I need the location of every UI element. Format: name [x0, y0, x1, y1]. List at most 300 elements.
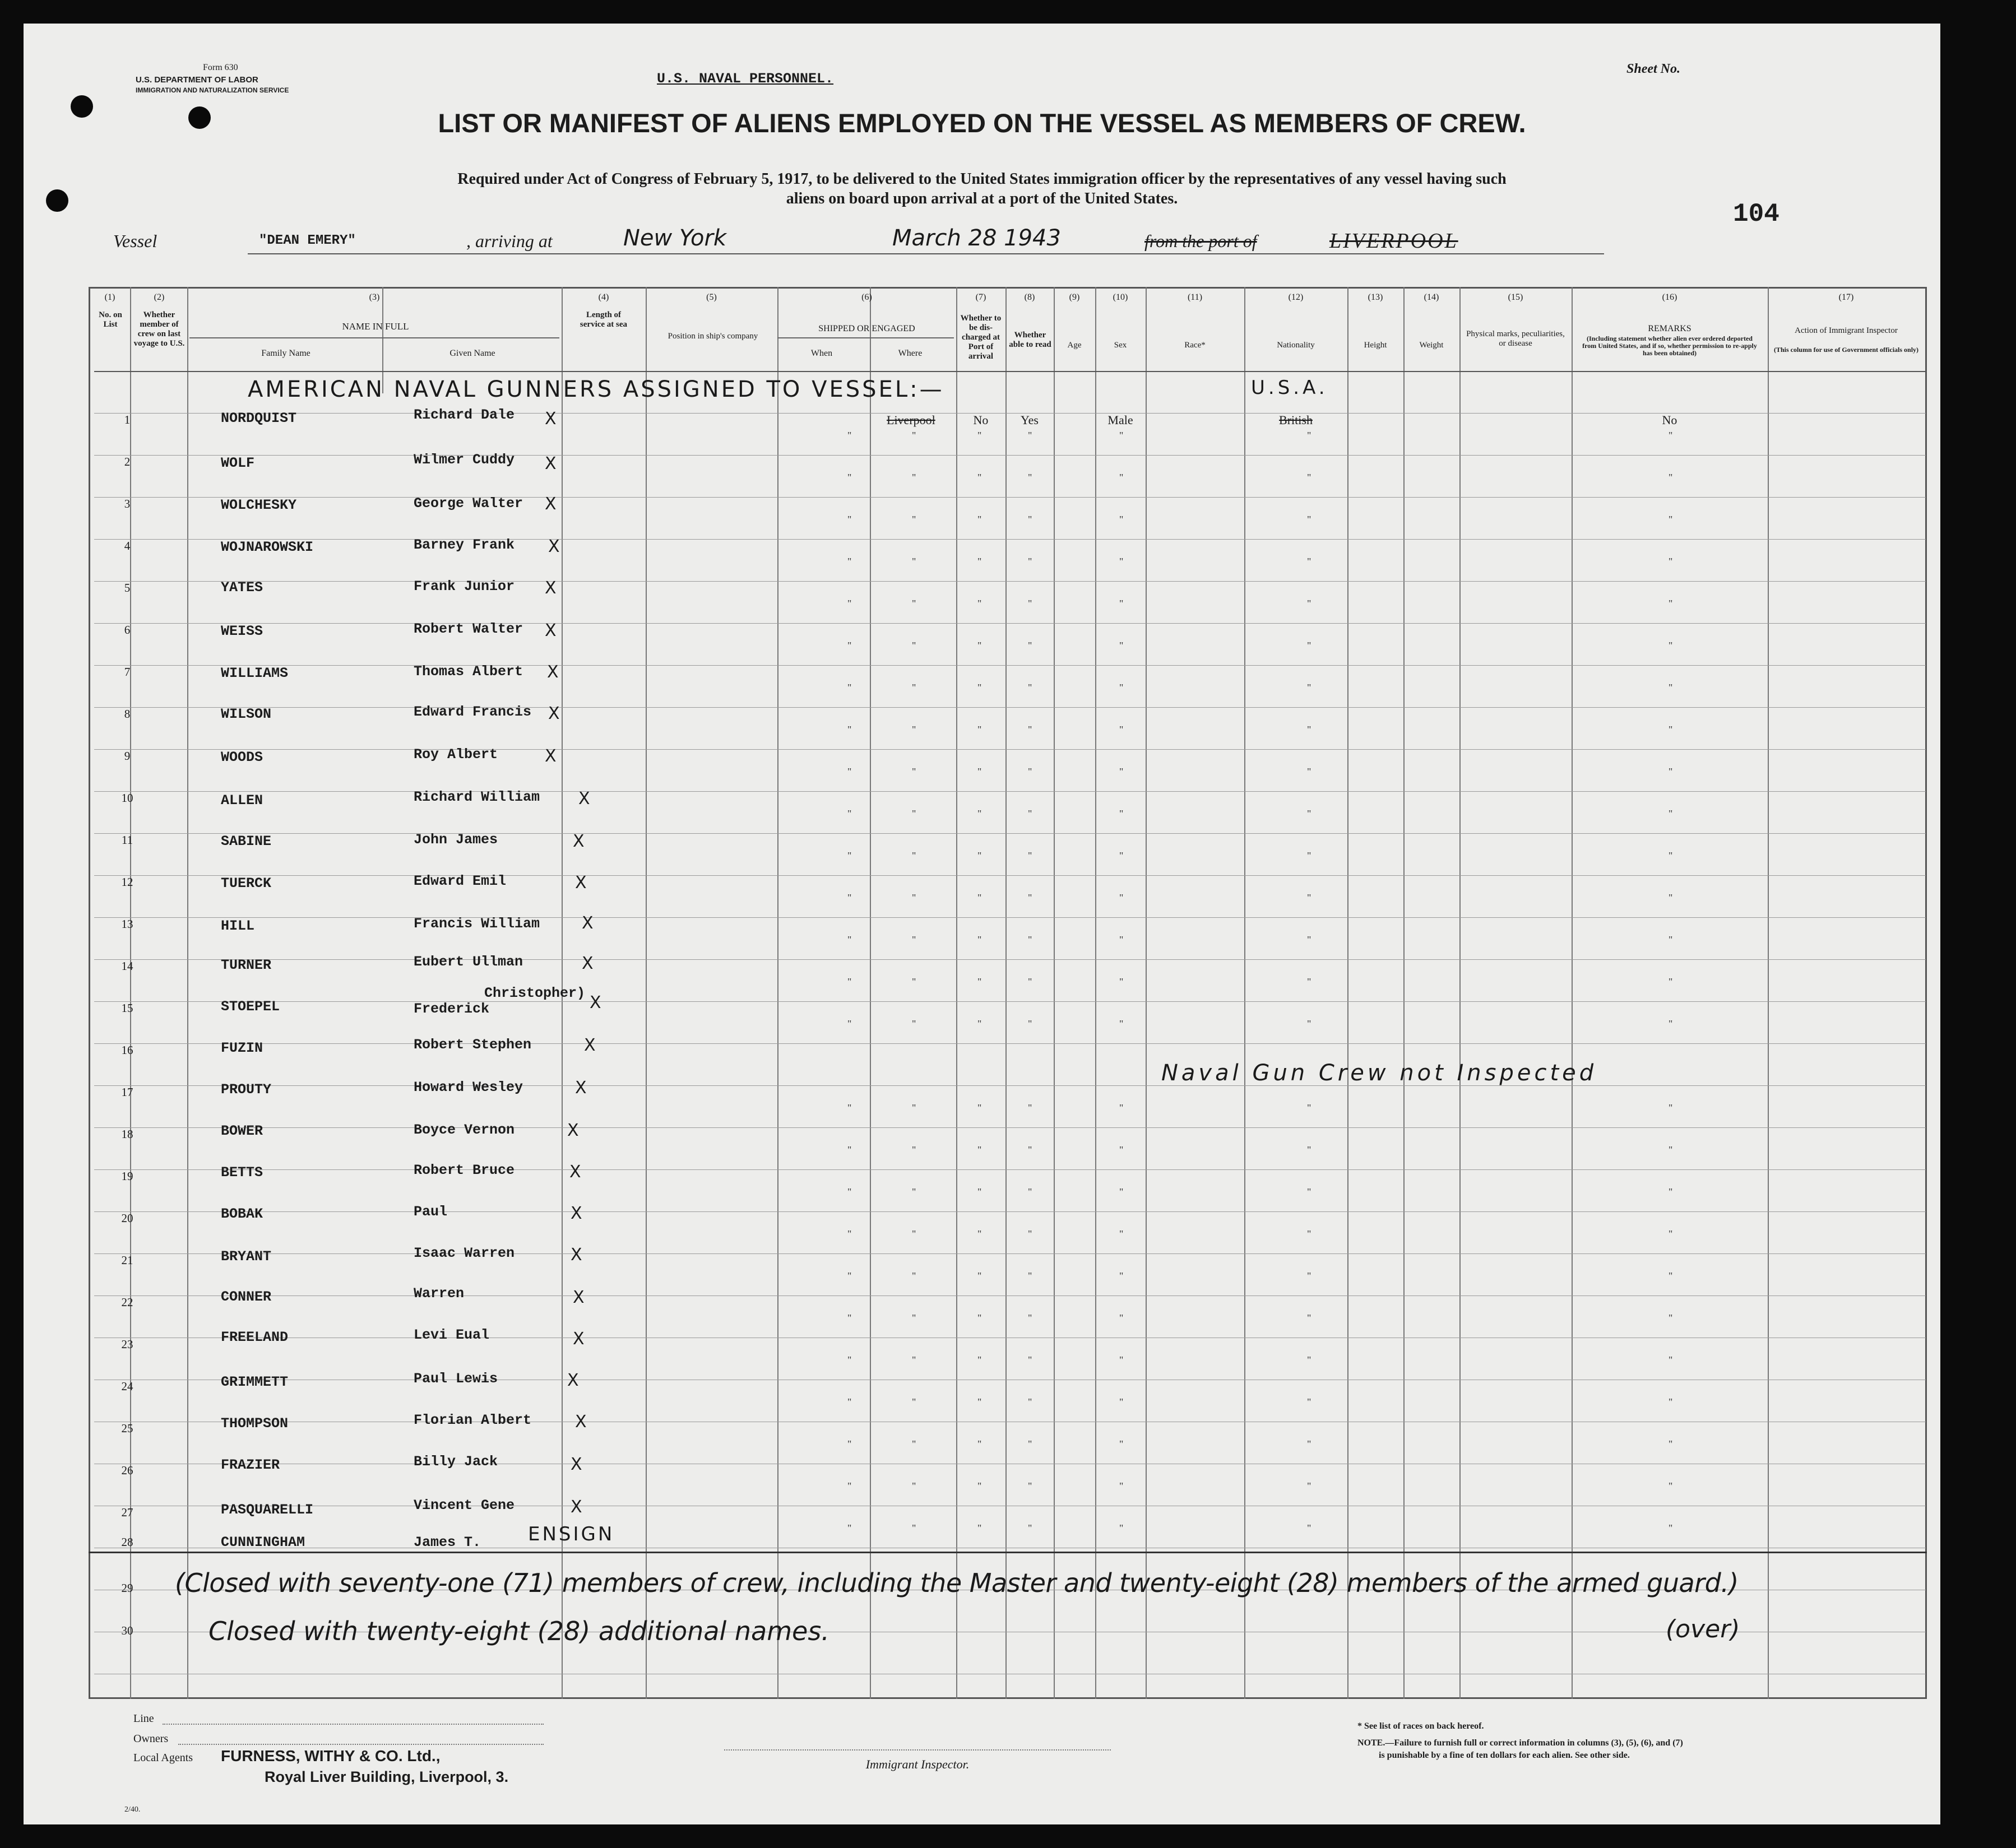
col-num-1: (1): [104, 292, 115, 302]
family-name: THOMPSON: [221, 1415, 289, 1432]
check-mark: X: [567, 1121, 579, 1140]
ditto-mark: ": [1119, 766, 1124, 777]
col-label-when: When: [810, 349, 833, 358]
service-line: IMMIGRATION AND NATURALIZATION SERVICE: [136, 86, 289, 94]
ditto-mark: ": [912, 556, 916, 567]
family-name: FREELAND: [221, 1329, 289, 1345]
footer-form-code: 2/40.: [124, 1805, 141, 1814]
col-num-16: (16): [1662, 292, 1677, 302]
ditto-mark: ": [977, 724, 982, 735]
manifest-table-frame: [89, 287, 1927, 1699]
ditto-mark: ": [1307, 1396, 1311, 1408]
ditto-mark: ": [1307, 556, 1311, 567]
check-mark: X: [547, 662, 559, 682]
ditto-mark: ": [1119, 934, 1124, 945]
row-rule: [94, 1043, 1926, 1044]
ditto-mark: ": [847, 1522, 852, 1534]
row-number: 21: [121, 1253, 133, 1267]
ditto-mark: ": [912, 1144, 916, 1155]
column-divider: [1095, 287, 1096, 1699]
ditto-mark: ": [847, 892, 852, 903]
ditto-mark: ": [1119, 1144, 1124, 1155]
column-divider: [187, 287, 188, 1699]
footer-owners-label: Owners: [133, 1733, 169, 1745]
ditto-mark: ": [977, 1186, 982, 1197]
check-mark: X: [569, 1162, 581, 1182]
ditto-mark: ": [912, 682, 916, 693]
given-name: Eubert Ullman: [414, 954, 523, 970]
ditto-mark: ": [977, 934, 982, 945]
name-subheader-rule: [189, 337, 559, 338]
ditto-mark: ": [847, 1312, 852, 1324]
ditto-mark: ": [1307, 514, 1311, 525]
col-note-inspector-action: (This column for use of Government officials only): [1773, 346, 1919, 354]
ditto-mark: ": [1119, 1102, 1124, 1113]
ditto-mark: ": [1669, 976, 1673, 987]
col-label-name-in-full: NAME IN FULL: [342, 321, 409, 332]
col-label-physical-marks: Physical marks, peculiarities, or disease: [1466, 329, 1565, 348]
row-rule: [94, 707, 1926, 708]
ditto-mark: ": [1119, 1480, 1124, 1492]
ditto-mark: ": [1669, 1102, 1673, 1113]
ditto-mark: ": [1028, 1102, 1032, 1113]
col-label-family-name: Family Name: [261, 349, 310, 358]
vessel-line: [113, 225, 1907, 259]
ditto-mark: ": [847, 1018, 852, 1029]
ditto-mark: ": [1669, 934, 1673, 945]
ditto-mark: ": [977, 514, 982, 525]
ditto-mark: ": [977, 766, 982, 777]
ditto-mark: ": [1307, 1354, 1311, 1366]
check-mark: X: [584, 1036, 596, 1055]
column-divider: [870, 287, 871, 1699]
ditto-mark: ": [1307, 934, 1311, 945]
vessel-underline: [248, 253, 1604, 254]
row-number: 7: [124, 665, 131, 679]
given-name: George Walter: [414, 495, 523, 512]
col-label-remarks: REMARKS: [1648, 324, 1691, 333]
ditto-mark: ": [1028, 850, 1032, 861]
row-number: 30: [121, 1624, 133, 1637]
ditto-mark: ": [1119, 682, 1124, 693]
check-mark: X: [573, 1329, 585, 1349]
ditto-mark: ": [1307, 682, 1311, 693]
ditto-mark: ": [912, 1354, 916, 1366]
ditto-mark: ": [1307, 430, 1311, 441]
check-mark: X: [545, 454, 557, 473]
ditto-mark: ": [1669, 1228, 1673, 1239]
row-rule: [94, 959, 1926, 960]
given-name-continued: Christopher): [484, 985, 586, 1001]
col-label-weight: Weight: [1419, 341, 1444, 350]
penalty-note-line1: NOTE.—Failure to furnish full or correct information in columns (3), (5), (6), and (7): [1357, 1738, 1683, 1748]
ditto-mark: ": [1307, 1312, 1311, 1324]
act-of-congress-line2: aliens on board upon arrival at a port of the United States.: [786, 190, 1178, 207]
ditto-mark: ": [912, 1186, 916, 1197]
ditto-mark: ": [847, 472, 852, 483]
ditto-mark: ": [1307, 1270, 1311, 1281]
given-name: Florian Albert: [414, 1412, 532, 1428]
check-mark: X: [582, 954, 594, 973]
ditto-mark: ": [1119, 1354, 1124, 1366]
ditto-mark: ": [1028, 808, 1032, 819]
ditto-mark: ": [1669, 766, 1673, 777]
ditto-mark: ": [847, 808, 852, 819]
naval-personnel-title: U.S. NAVAL PERSONNEL.: [657, 71, 834, 87]
closing-note-line2: Closed with twenty-eight (28) additional names.: [208, 1616, 829, 1646]
ditto-mark: ": [1119, 808, 1124, 819]
races-note: * See list of races on back hereof.: [1357, 1721, 1484, 1731]
ditto-mark: ": [1669, 1396, 1673, 1408]
row-rule: [94, 623, 1926, 624]
footer-line-label: Line: [133, 1712, 154, 1725]
family-name: WOJNAROWSKI: [221, 539, 314, 555]
given-name: Vincent Gene: [414, 1497, 515, 1513]
col-label-shipped-engaged: SHIPPED OR ENGAGED: [818, 324, 915, 333]
col-note-remarks: (Including statement whether alien ever ordered deported from United States, and if so, whether permission to re-apply has been obtained): [1582, 335, 1757, 357]
row-number: 26: [121, 1464, 133, 1477]
ditto-mark: ": [1307, 1522, 1311, 1534]
ditto-mark: ": [1028, 1396, 1032, 1408]
department-line: U.S. DEPARTMENT OF LABOR: [136, 75, 258, 85]
col-label-where: Where: [898, 349, 923, 358]
ditto-mark: ": [1307, 724, 1311, 735]
ditto-mark: ": [1119, 1522, 1124, 1534]
shipped-subheader-rule: [777, 337, 954, 338]
ditto-mark: ": [1028, 1228, 1032, 1239]
family-name: WOLF: [221, 455, 255, 471]
ditto-mark: ": [1119, 850, 1124, 861]
arrival-port: New York: [623, 225, 727, 251]
row-rule: [94, 791, 1926, 792]
ditto-mark: ": [977, 808, 982, 819]
ditto-mark: ": [1669, 430, 1673, 441]
column-divider: [1459, 287, 1461, 1699]
family-name: FUZIN: [221, 1040, 263, 1056]
row-number: 12: [121, 875, 133, 889]
ditto-mark: ": [1028, 514, 1032, 525]
ditto-mark: ": [1028, 1144, 1032, 1155]
ditto-mark: ": [1119, 976, 1124, 987]
family-name: GRIMMETT: [221, 1374, 289, 1390]
ditto-mark: ": [912, 1018, 916, 1029]
col-label-inspector-action: Action of Immigrant Inspector: [1795, 326, 1898, 335]
ditto-mark: ": [847, 598, 852, 609]
ditto-mark: ": [1028, 934, 1032, 945]
footer-agents-label: Local Agents: [133, 1752, 193, 1764]
sheet-number-label: Sheet No.: [1626, 62, 1680, 76]
ditto-mark: ": [1119, 598, 1124, 609]
row-rule: [94, 455, 1926, 456]
ditto-mark: ": [1028, 1354, 1032, 1366]
row-number: 13: [121, 917, 133, 931]
ditto-mark: ": [912, 1312, 916, 1324]
given-name: Richard William: [414, 789, 540, 805]
ditto-mark: ": [1307, 1480, 1311, 1492]
ditto-mark: ": [1669, 472, 1673, 483]
ditto-mark: ": [912, 472, 916, 483]
nationality-usa-note: U.S.A.: [1251, 377, 1328, 399]
ditto-mark: ": [977, 1354, 982, 1366]
ditto-mark: ": [977, 892, 982, 903]
ditto-mark: ": [1028, 1522, 1032, 1534]
given-name: James T.: [414, 1534, 481, 1550]
family-name: PROUTY: [221, 1081, 272, 1098]
check-mark: X: [545, 494, 557, 514]
ditto-mark: ": [847, 724, 852, 735]
ditto-mark: ": [912, 1396, 916, 1408]
row-number: 2: [124, 455, 131, 468]
ditto-mark: ": [1669, 1018, 1673, 1029]
ditto-mark: ": [977, 1312, 982, 1324]
row-number: 6: [124, 623, 131, 637]
check-mark: X: [548, 537, 560, 556]
row-number: 24: [121, 1380, 133, 1393]
given-name: Billy Jack: [414, 1454, 498, 1470]
column-divider: [646, 287, 647, 1699]
col-label-nationality: Nationality: [1277, 341, 1315, 350]
row-rule: [94, 1085, 1926, 1086]
row-number: 1: [124, 413, 131, 426]
column-divider: [777, 287, 778, 1699]
ditto-mark: ": [1307, 1018, 1311, 1029]
ditto-mark: ": [1307, 640, 1311, 651]
rank-note: ENSIGN: [528, 1523, 615, 1545]
ditto-mark: ": [1119, 724, 1124, 735]
ditto-mark: ": [1669, 514, 1673, 525]
check-mark: X: [545, 746, 557, 766]
row-rule: [94, 749, 1926, 750]
departure-port: LIVERPOOL: [1329, 229, 1458, 253]
ditto-mark: ": [1669, 1522, 1673, 1534]
col-num-9: (9): [1069, 292, 1080, 302]
col-num-3: (3): [369, 292, 380, 302]
vessel-name: "DEAN EMERY": [259, 233, 356, 248]
given-name: Warren: [414, 1285, 465, 1302]
ditto-mark: ": [847, 430, 852, 441]
col-num-7: (7): [975, 292, 986, 302]
col-num-12: (12): [1288, 292, 1304, 302]
family-name: WOLCHESKY: [221, 497, 297, 513]
column-divider: [1768, 287, 1769, 1699]
family-name: BOWER: [221, 1123, 263, 1139]
col-label-height: Height: [1364, 341, 1387, 350]
ditto-mark: ": [977, 640, 982, 651]
row-rule: [94, 917, 1926, 918]
family-name: ALLEN: [221, 792, 263, 809]
ditto-mark: ": [847, 514, 852, 525]
ditto-mark: ": [1307, 976, 1311, 987]
row-number: 14: [121, 959, 133, 973]
given-name: Robert Walter: [414, 621, 523, 637]
row1-remarks: No: [1662, 413, 1677, 427]
family-name: WEISS: [221, 623, 263, 639]
family-name: PASQUARELLI: [221, 1502, 314, 1518]
vessel-label: Vessel: [113, 231, 157, 251]
ditto-mark: ": [977, 556, 982, 567]
col-num-6: (6): [861, 292, 872, 302]
row1-discharged: No: [973, 413, 989, 427]
ditto-mark: ": [1028, 1480, 1032, 1492]
ditto-mark: ": [1307, 598, 1311, 609]
family-name: SABINE: [221, 833, 272, 849]
family-name: BETTS: [221, 1164, 263, 1181]
col-num-10: (10): [1113, 292, 1128, 302]
ditto-mark: ": [1669, 1186, 1673, 1197]
footer-agents-name: FURNESS, WITHY & CO. Ltd.,: [221, 1747, 441, 1765]
given-name: Frederick: [414, 1001, 490, 1017]
row-rule: [94, 1211, 1926, 1212]
col-label-discharged: Whether to be dis-charged at Port of arrival: [960, 314, 1002, 361]
ditto-mark: ": [847, 1186, 852, 1197]
ditto-mark: ": [847, 1144, 852, 1155]
ditto-mark: ": [1669, 1144, 1673, 1155]
col-num-13: (13): [1368, 292, 1383, 302]
column-divider: [1146, 287, 1147, 1699]
ditto-mark: ": [1669, 1480, 1673, 1492]
ditto-mark: ": [1028, 682, 1032, 693]
ditto-mark: ": [1669, 1438, 1673, 1450]
ditto-mark: ": [1119, 472, 1124, 483]
check-mark: X: [545, 409, 557, 429]
check-mark: X: [578, 789, 590, 809]
given-name: Edward Francis: [414, 704, 532, 720]
ditto-mark: ": [1669, 640, 1673, 651]
col-label-age: Age: [1067, 341, 1082, 350]
ditto-mark: ": [1119, 640, 1124, 651]
ditto-mark: ": [1669, 556, 1673, 567]
family-name: CUNNINGHAM: [221, 1534, 305, 1550]
col-label-race: Race*: [1184, 341, 1206, 350]
ditto-mark: ": [1669, 682, 1673, 693]
check-mark: X: [571, 1204, 582, 1223]
ditto-mark: ": [1307, 1228, 1311, 1239]
ditto-mark: ": [1669, 808, 1673, 819]
family-name: STOEPEL: [221, 999, 280, 1015]
ditto-mark: ": [847, 1480, 852, 1492]
ditto-mark: ": [1669, 1270, 1673, 1281]
ditto-mark: ": [847, 1354, 852, 1366]
row-number: 15: [121, 1001, 133, 1015]
col-label-given-name: Given Name: [449, 349, 495, 358]
row-rule: [94, 665, 1926, 666]
row-number: 25: [121, 1422, 133, 1435]
ditto-mark: ": [1119, 1438, 1124, 1450]
given-name: Richard Dale: [414, 407, 515, 423]
row-rule: [94, 497, 1926, 498]
row-number: 5: [124, 581, 131, 595]
manifest-title: LIST OR MANIFEST OF ALIENS EMPLOYED ON THE VESSEL AS MEMBERS OF CREW.: [438, 108, 1526, 138]
row-number: 23: [121, 1338, 133, 1351]
column-divider: [1347, 287, 1348, 1699]
ditto-mark: ": [977, 1102, 982, 1113]
family-name: BOBAK: [221, 1206, 263, 1222]
ditto-mark: ": [912, 892, 916, 903]
ditto-mark: ": [977, 850, 982, 861]
ditto-mark: ": [912, 934, 916, 945]
col-label-last-voyage: Whether member of crew on last voyage to U.S.: [133, 310, 185, 348]
ditto-mark: ": [1307, 892, 1311, 903]
column-divider: [1572, 287, 1573, 1699]
check-mark: X: [575, 1412, 587, 1432]
family-name: FRAZIER: [221, 1457, 280, 1473]
ditto-mark: ": [1669, 598, 1673, 609]
ditto-mark: ": [912, 598, 916, 609]
row-number: 10: [121, 791, 133, 805]
check-mark: X: [548, 704, 560, 723]
row-number: 17: [121, 1085, 133, 1099]
ditto-mark: ": [1028, 472, 1032, 483]
check-mark: X: [567, 1371, 579, 1390]
ditto-mark: ": [847, 850, 852, 861]
ditto-mark: ": [1028, 1312, 1032, 1324]
ditto-mark: ": [912, 1522, 916, 1534]
ditto-mark: ": [1119, 556, 1124, 567]
ditto-mark: ": [847, 976, 852, 987]
given-name: Francis William: [414, 916, 540, 932]
inspector-signature-rule: [724, 1749, 1111, 1751]
given-name: Wilmer Cuddy: [414, 452, 515, 468]
ditto-mark: ": [847, 1396, 852, 1408]
ditto-mark: ": [1119, 1228, 1124, 1239]
family-name: WILSON: [221, 706, 272, 722]
check-mark: X: [590, 993, 601, 1013]
given-name: Paul Lewis: [414, 1371, 498, 1387]
ditto-mark: ": [977, 472, 982, 483]
family-name: BRYANT: [221, 1248, 272, 1265]
row1-able-to-read: Yes: [1020, 413, 1039, 427]
ditto-mark: ": [1028, 976, 1032, 987]
check-mark: X: [545, 578, 557, 598]
row-rule: [94, 875, 1926, 876]
ditto-mark: ": [1028, 1270, 1032, 1281]
col-num-14: (14): [1424, 292, 1439, 302]
ditto-mark: ": [1669, 724, 1673, 735]
ditto-mark: ": [977, 430, 982, 441]
header-bottom-rule: [94, 371, 1926, 372]
section-heading: AMERICAN NAVAL GUNNERS ASSIGNED TO VESSEL:—: [248, 377, 944, 402]
closing-separator: [89, 1552, 1927, 1553]
ditto-mark: ": [847, 682, 852, 693]
given-name: Robert Bruce: [414, 1162, 515, 1178]
ditto-mark: ": [1119, 430, 1124, 441]
column-divider: [1005, 287, 1007, 1699]
col-num-8: (8): [1024, 292, 1035, 302]
ditto-mark: ": [847, 1228, 852, 1239]
column-divider: [1403, 287, 1405, 1699]
ditto-mark: ": [1028, 1438, 1032, 1450]
act-of-congress-line1: Required under Act of Congress of February 5, 1917, to be delivered to the United States immigration officer by the representatives of any vessel having such: [457, 170, 1507, 188]
check-mark: X: [571, 1245, 582, 1265]
row-number: 3: [124, 497, 131, 510]
ditto-mark: ": [1028, 766, 1032, 777]
ditto-mark: ": [1119, 1396, 1124, 1408]
row-number: 16: [121, 1043, 133, 1057]
given-name: Frank Junior: [414, 578, 515, 595]
ditto-mark: ": [912, 850, 916, 861]
ditto-mark: ": [1028, 598, 1032, 609]
col-num-2: (2): [154, 292, 165, 302]
ditto-mark: ": [912, 1228, 916, 1239]
check-mark: X: [573, 832, 585, 851]
ditto-mark: ": [912, 766, 916, 777]
form-number: Form 630: [203, 63, 238, 72]
ditto-mark: ": [1119, 892, 1124, 903]
ditto-mark: ": [847, 766, 852, 777]
given-name: Edward Emil: [414, 873, 507, 889]
column-divider: [1054, 287, 1055, 1699]
given-name: Roy Albert: [414, 746, 498, 763]
